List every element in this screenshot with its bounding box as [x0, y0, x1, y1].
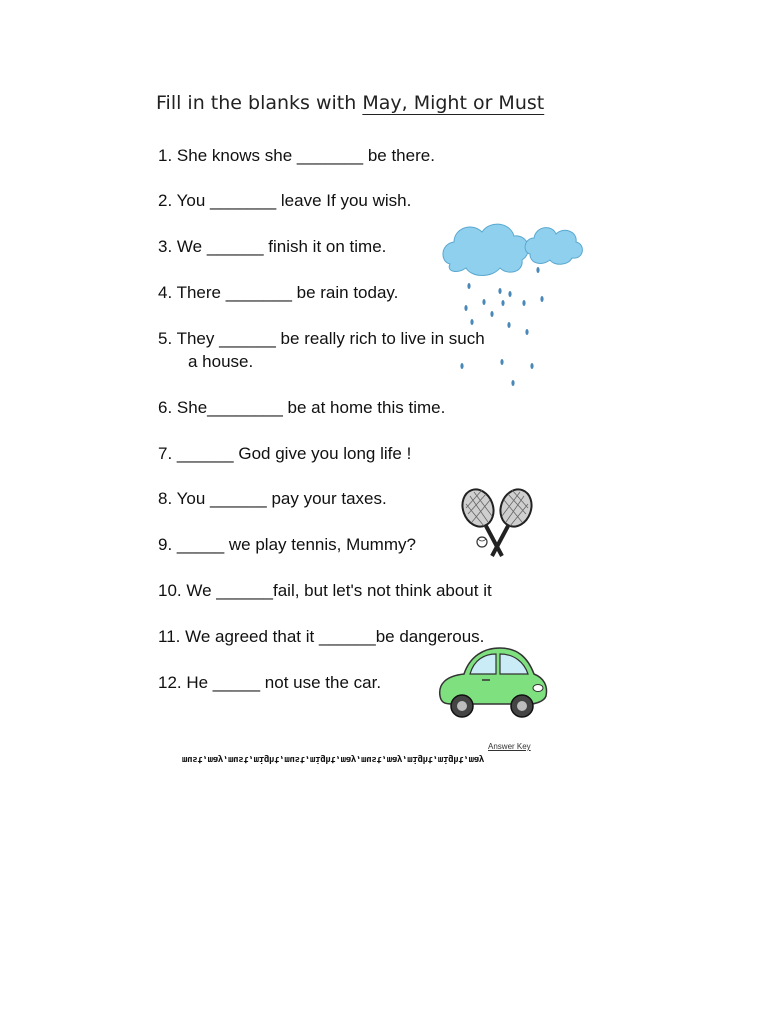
question-4: 4. There _______ be rain today. — [158, 283, 399, 302]
cloud-icon — [443, 224, 528, 275]
title-prefix: Fill in the blanks with — [156, 92, 363, 114]
tennis-rackets-illustration — [458, 486, 538, 566]
question-8: 8. You ______ pay your taxes. — [158, 489, 387, 508]
question-12: 12. He _____ not use the car. — [158, 673, 382, 692]
wheel-icon — [451, 695, 473, 717]
question-10: 10. We ______fail, but let's not think about it — [158, 581, 492, 600]
answer-key-label: Answer Key — [488, 742, 531, 751]
worksheet-title — [156, 92, 544, 114]
question-5-continuation: a house. — [188, 352, 254, 371]
question-7: 7. ______ God give you long life ! — [158, 444, 412, 463]
question-11: 11. We agreed that it ______be dangerous. — [158, 627, 485, 646]
title-emphasis: May, Might or Must — [362, 92, 545, 114]
raindrops-icon — [460, 267, 543, 386]
question-3: 3. We ______ finish it on time. — [158, 237, 387, 256]
question-5: 5. They ______ be really rich to live in such — [158, 329, 485, 348]
tennis-ball-icon — [477, 537, 487, 547]
car-illustration — [434, 644, 550, 720]
small-cloud-icon — [525, 228, 582, 265]
question-6: 6. She________ be at home this time. — [158, 398, 446, 417]
car-icon — [440, 648, 547, 704]
question-1: 1. She knows she _______ be there. — [158, 146, 435, 165]
answer-key-text: must,may,must,might,must,might,may,must,may,might,might,may — [182, 754, 484, 764]
tennis-racket-icon — [492, 486, 537, 556]
question-9: 9. _____ we play tennis, Mummy? — [158, 535, 416, 554]
wheel-icon — [511, 695, 533, 717]
question-2: 2. You _______ leave If you wish. — [158, 191, 412, 210]
rain-cloud-illustration — [438, 218, 588, 390]
